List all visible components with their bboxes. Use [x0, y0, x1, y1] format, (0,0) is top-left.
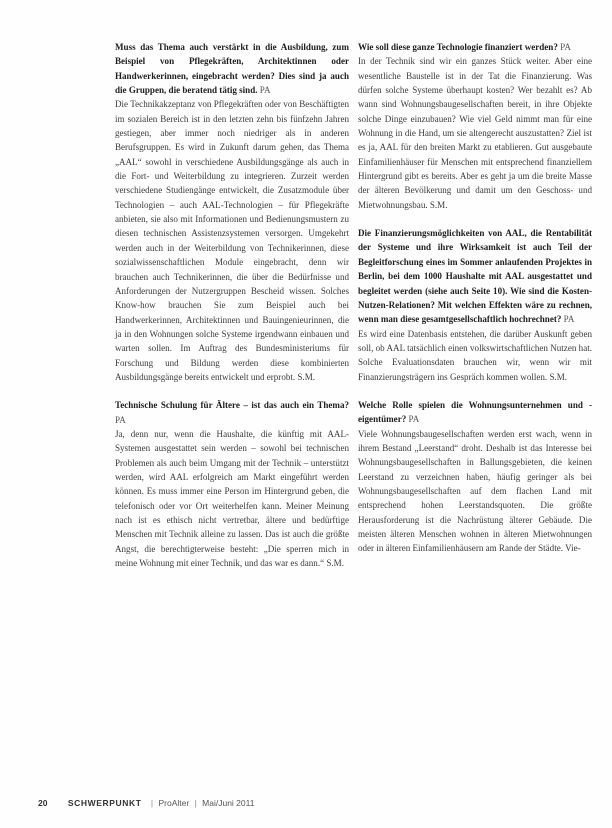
qa-block — [358, 226, 592, 384]
author-tag: PA — [115, 414, 126, 425]
question-text: Die Finanzierungsmöglichkeiten von AAL, die Rentabilität der Systeme und ihre Wirksamkeit ist auch Teil der Begleitforschung eines im Sommer anlaufenden Projektes in Berlin, bei dem 1000 Haushalte mit AAL ausgestattet und begleitet werden (siehe auch Seite 10). Wie sind die Kosten-Nutzen-Relationen? Mit welchen Effekten wäre zu rechnen, wenn man diese gesamtgesellschaftlich hochrechnet? — [358, 228, 592, 325]
question-text: Technische Schulung für Ältere – ist das auch ein Thema? — [115, 400, 349, 411]
answer-text: In der Technik sind wir ein ganzes Stück weiter. Aber eine wesentliche Baustelle ist in der Tat die Finanzierung. Was dürfen solche Systeme überhaupt kosten? Wer bezahlt es? Ab wann sind Wohnungsbaugesellschaften bereit, in ihre Objekte solche Dinge einzubauen? Wie viel Geld nimmt man für eine Wohnung in die Hand, um sie altengerecht auszustatten? Ziel ist es ja, AAL für den breiten Markt zu etablieren. Gut ausgebaute Einfamilienhäuser für Menschen mit entsprechend finanziellem Hintergrund gibt es bereits. Aber es geht ja um die breite Masse der älteren Bevölkerung und damit um den Geschoss- und Mietwohnungsbau. S.M. — [358, 56, 592, 210]
answer-text: Ja, denn nur, wenn die Haushalte, die künftig mit AAL-Systemen ausgestattet sein werden – sowohl bei technischen Problemen als auch beim Umgang mit der Technik – unterstützt werden, wird AAL erfolgreich am Markt eingeführt werden können. Es muss immer eine Person im Hintergrund geben, die telefonisch oder vor Ort weiterhelfen kann. Meiner Meinung nach ist es ethisch nicht vertretbar, ältere und bedürftige Menschen mit Technik alleine zu lassen. Das ist auch die größte Angst, die berechtigterweise besteht: „Die sperren mich in meine Wohnung mit einer Technik, und das war es dann.“ S.M. — [115, 428, 349, 569]
qa-block — [358, 40, 592, 212]
answer-text: Es wird eine Datenbasis entstehen, die darüber Auskunft geben soll, ob AAL tatsächlich einen volkswirtschaftlichen Nutzen hat. Solche Evaluationsdaten brauchen wir, wenn wir mit Finanzierungsträgern ins Gespräch kommen wollen. S.M. — [358, 328, 592, 382]
author-tag: PA — [560, 42, 571, 52]
answer-text: Viele Wohnungsbaugesellschaften werden erst wach, wenn in ihrem Bestand „Leerstand“ droht. Deshalb ist das Interesse bei Wohnungsbaugesellschaften in Ballungsgebieten, die keinen Leerstand zu verzeichnen haben, häufig geringer als bei Wohnungsbaugesellschaften auf dem flachen Land mit entsprechend hohen Leerstandsquoten. Die größte Herausforderung ist die Nachrüstung älterer Gebäude. Die meisten älteren Menschen wohnen in älteren Mietwohnungen oder in älteren Einfamilienhäusern am Rande der Städte. Vie- — [358, 428, 592, 554]
page-footer — [38, 798, 578, 808]
qa-block — [115, 398, 349, 570]
issue-date: Mai/Juni 2011 — [202, 798, 255, 808]
question-text: Muss das Thema auch verstärkt in die Ausbildung, zum Beispiel von Pflegekräften, Architektinnen oder Handwerkerinnen, eingebracht werden? Dies sind ja auch die Gruppen, die beratend tätig sind. — [115, 42, 349, 96]
question-text: Welche Rolle spielen die Wohnungsunternehmen und -eigentümer? — [358, 399, 592, 425]
right-column — [358, 40, 592, 570]
page-number: 20 — [38, 798, 48, 808]
author-tag: PA — [563, 314, 575, 325]
author-tag: PA — [408, 414, 420, 425]
qa-block — [115, 40, 349, 384]
answer-text: Die Technikakzeptanz von Pflegekräften oder von Beschäftigten im sozialen Bereich ist in den letzten zehn bis fünfzehn Jahren gestiegen, aber immer noch niedriger als in anderen Berufsgruppen. Es wird in Zukunft darum gehen, das Thema „AAL“ sowohl in verschiedene Ausbildungsgänge als auch in die Fort- und Weiterbildung zu integrieren. Zurzeit werden verschiedene Studiengänge entwickelt, die Zusatzmodule über Technologien – auch AAL-Technologien – für Pflegekräfte anbieten, sie also mit Informationen und Bedienungsmustern zu diesen technischen Assistenzsystemen versorgen. Umgekehrt werden auch in der Weiterbildung von Technikerinnen, diese sozialwissenschaftlichen Module eingebracht, denn wir brauchen auch Technikerinnen, die über die Bedürfnisse und Anforderungen der Nutzergruppen Bescheid wissen. Solches Know-how brauchen Sie zum Beispiel auch bei Handwerkerinnen, Architektinnen und Bauingenieurinnen, die ja in den Wohnungen solche Systeme irgendwann einbauen und warten sollen. Im Auftrag des Bundesministeriums für Forschung und Bildung werden diese kombinierten Ausbildungsgänge bereits entwickelt und erprobt. S.M. — [115, 99, 349, 382]
magazine-name: ProAlter — [158, 798, 190, 808]
author-tag: PA — [259, 85, 271, 96]
footer-separator: | — [194, 798, 197, 808]
footer-separator: | — [150, 798, 154, 808]
question-text: Wie soll diese ganze Technologie finanziert werden? — [358, 42, 558, 52]
left-column — [115, 40, 349, 584]
section-label: SCHWERPUNKT — [67, 798, 142, 808]
qa-block — [358, 398, 592, 556]
